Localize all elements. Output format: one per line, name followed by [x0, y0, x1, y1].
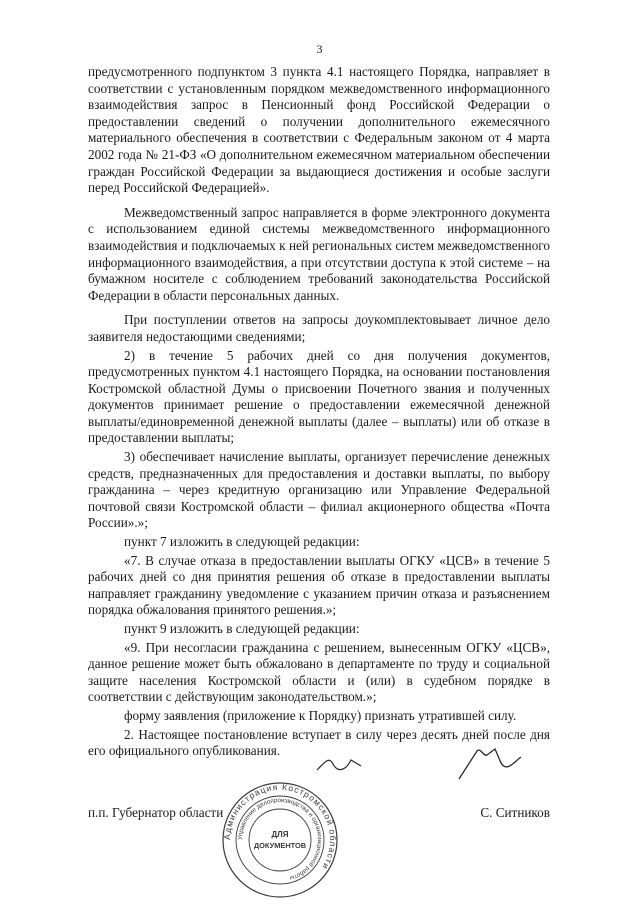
paragraph-8: пункт 9 изложить в следующей редакции:	[124, 621, 360, 636]
paragraph-7: «7. В случае отказа в предоставлении выплаты ОГКУ «ЦСВ» в течение 5 рабочих дней со дня принятия решения об отказе в предоставлении выплаты направляет гражданину уведомление с указанием причин отказа и разъяснением порядка обжалования принятого решения.»;	[88, 552, 550, 618]
paragraph-3: При поступлении ответов на запросы доукомплектовывает личное дело заявителя недостающими сведениями;	[88, 312, 550, 344]
stamp-outer-text: Администрация Костромской области	[221, 781, 339, 872]
signature-scribble	[455, 745, 525, 785]
paragraph-6: пункт 7 изложить в следующей редакции:	[124, 534, 360, 550]
stamp-center-line-2: ДОКУМЕНТОВ	[253, 841, 307, 850]
official-stamp	[220, 780, 340, 900]
paragraph-1: предусмотренного подпунктом 3 пункта 4.1 настоящего Порядка, направляет в соответствии с установленным порядком межведомственного информационного взаимодействия запрос в Пенсионный фонд Российской Федерации о предоставлении сведений о получении дополнительного ежемесячного материального обеспечения в соответствии с Федеральным законом от 4 марта 2002 года № 21-ФЗ «О дополнительном ежемесячном материальном обеспечении граждан Российской Федерации за выдающиеся достижения и особые заслуги перед Российской Федерацией».	[88, 64, 550, 196]
initials-scribble	[315, 752, 365, 776]
paragraph-4: 2) в течение 5 рабочих дней со дня получения документов, предусмотренных пунктом 4.1 настоящего Порядка, на основании постановления Костромской областной Думы о присвоении Почетного звания и полученных документов принимает решение о предоставлении ежемесячной денежной выплаты/единовременной денежной выплаты (далее – выплаты) или об отказе в предоставлении выплаты;	[88, 347, 550, 446]
paragraph-5: 3) обеспечивает начисление выплаты, организует перечисление денежных средств, предназначенных для предоставления и доставки выплаты, по выбору гражданина – через кредитную организацию или Управление Федеральной почтовой связи Костромской области – филиал акционерного общества «Почта России».»;	[88, 449, 550, 531]
page-number: 3	[316, 42, 323, 56]
document-body	[88, 64, 550, 762]
signatory-name: С. Ситников	[480, 805, 550, 820]
stamp-inner-text: Управление делопроизводства и организационной работы	[236, 796, 324, 882]
paragraph-2: Межведомственный запрос направляется в форме электронного документа с использованием единой системы межведомственного информационного взаимодействия и подключаемых к ней региональных систем межведомственного информационного взаимодействия, а при отсутствии доступа к этой системе – на бумажном носителе с соблюдением требований законодательства Российской Федерации в области персональных данных.	[88, 204, 550, 303]
paragraph-11: 2. Настоящее постановление вступает в силу через десять дней после дня его официального опубликования.	[88, 726, 550, 759]
paragraph-10: форму заявления (приложение к Порядку) признать утратившей силу.	[124, 707, 517, 723]
stamp-center-line-1: ДЛЯ	[271, 830, 289, 839]
svg-text:Управление делопроизводства и	[237, 797, 323, 882]
paragraph-9: «9. При несогласии гражданина с решением, вынесенным ОГКУ «ЦСВ», данное решение может быть обжаловано в департаменте по труду и социальной защите населения Костромской области и (или) в судебном порядке в соответствии с действующим законодательством.»;	[88, 639, 550, 705]
signatory-title: п.п. Губернатор области	[88, 805, 224, 820]
